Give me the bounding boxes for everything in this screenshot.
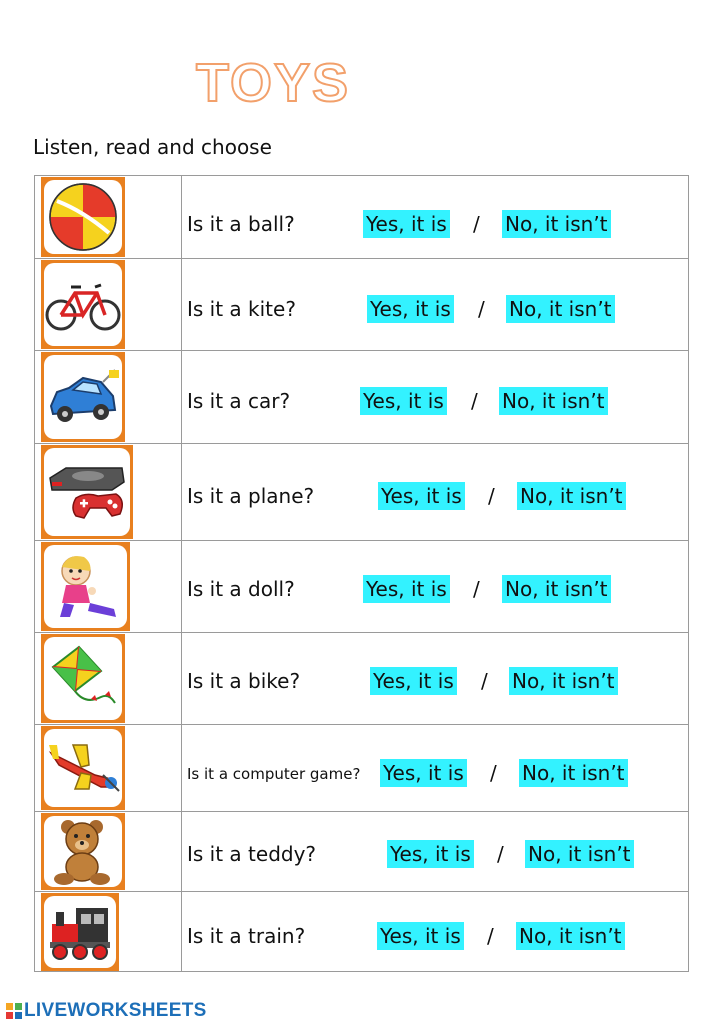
car-icon	[45, 366, 121, 428]
question-text: Is it a ball?	[187, 212, 295, 236]
question-text: Is it a bike?	[187, 669, 301, 693]
question-text: Is it a train?	[187, 924, 306, 948]
table-row	[35, 725, 688, 812]
question-text: Is it a doll?	[187, 577, 295, 601]
yes-answer-option[interactable]: Yes, it is	[378, 482, 465, 510]
picture-frame	[41, 445, 133, 539]
no-answer-option[interactable]: No, it isn’t	[517, 482, 626, 510]
liveworksheets-logo-icon	[6, 1003, 22, 1019]
question-text: Is it a car?	[187, 389, 291, 413]
no-answer-option[interactable]: No, it isn’t	[525, 840, 634, 868]
game-console-icon	[46, 460, 128, 524]
kite-icon	[45, 643, 121, 715]
yes-answer-option[interactable]: Yes, it is	[370, 667, 457, 695]
table-row	[35, 351, 688, 444]
teddy-icon	[48, 817, 118, 887]
picture-frame	[41, 177, 125, 257]
doll-icon	[50, 551, 122, 623]
picture-frame	[41, 893, 119, 971]
table-row	[35, 176, 688, 259]
separator: /	[490, 761, 497, 785]
question-table	[34, 175, 689, 972]
no-answer-option[interactable]: No, it isn’t	[509, 667, 618, 695]
liveworksheets-logo	[6, 1000, 207, 1022]
table-row	[35, 541, 688, 633]
ball-icon	[47, 181, 119, 253]
no-answer-option[interactable]: No, it isn’t	[516, 922, 625, 950]
bike-icon	[45, 275, 121, 335]
yes-answer-option[interactable]: Yes, it is	[377, 922, 464, 950]
separator: /	[488, 484, 495, 508]
yes-answer-option[interactable]: Yes, it is	[360, 387, 447, 415]
train-icon	[46, 900, 114, 964]
question-text: Is it a computer game?	[187, 765, 361, 783]
table-row	[35, 259, 688, 351]
question-text: Is it a kite?	[187, 297, 296, 321]
no-answer-option[interactable]: No, it isn’t	[502, 210, 611, 238]
separator: /	[497, 842, 504, 866]
table-row	[35, 444, 688, 541]
separator: /	[481, 669, 488, 693]
question-text: Is it a teddy?	[187, 842, 317, 866]
yes-answer-option[interactable]: Yes, it is	[367, 295, 454, 323]
separator: /	[473, 577, 480, 601]
picture-frame	[41, 726, 125, 810]
separator: /	[473, 212, 480, 236]
yes-answer-option[interactable]: Yes, it is	[363, 575, 450, 603]
no-answer-option[interactable]: No, it isn’t	[502, 575, 611, 603]
picture-frame	[41, 260, 125, 349]
picture-frame	[41, 813, 125, 890]
table-row	[35, 633, 688, 725]
table-row	[35, 892, 688, 972]
question-text: Is it a plane?	[187, 484, 315, 508]
picture-frame	[41, 634, 125, 723]
yes-answer-option[interactable]: Yes, it is	[363, 210, 450, 238]
no-answer-option[interactable]: No, it isn’t	[506, 295, 615, 323]
picture-frame	[41, 542, 130, 631]
separator: /	[471, 389, 478, 413]
yes-answer-option[interactable]: Yes, it is	[380, 759, 467, 787]
table-row	[35, 812, 688, 892]
no-answer-option[interactable]: No, it isn’t	[519, 759, 628, 787]
separator: /	[478, 297, 485, 321]
separator: /	[487, 924, 494, 948]
yes-answer-option[interactable]: Yes, it is	[387, 840, 474, 868]
no-answer-option[interactable]: No, it isn’t	[499, 387, 608, 415]
instruction-text: Listen, read and choose	[33, 135, 272, 159]
picture-frame	[41, 352, 125, 442]
brand-name: LIVEWORKSHEETS	[24, 1000, 207, 1021]
worksheet-title: TOYS	[196, 53, 351, 113]
plane-icon	[45, 735, 121, 801]
